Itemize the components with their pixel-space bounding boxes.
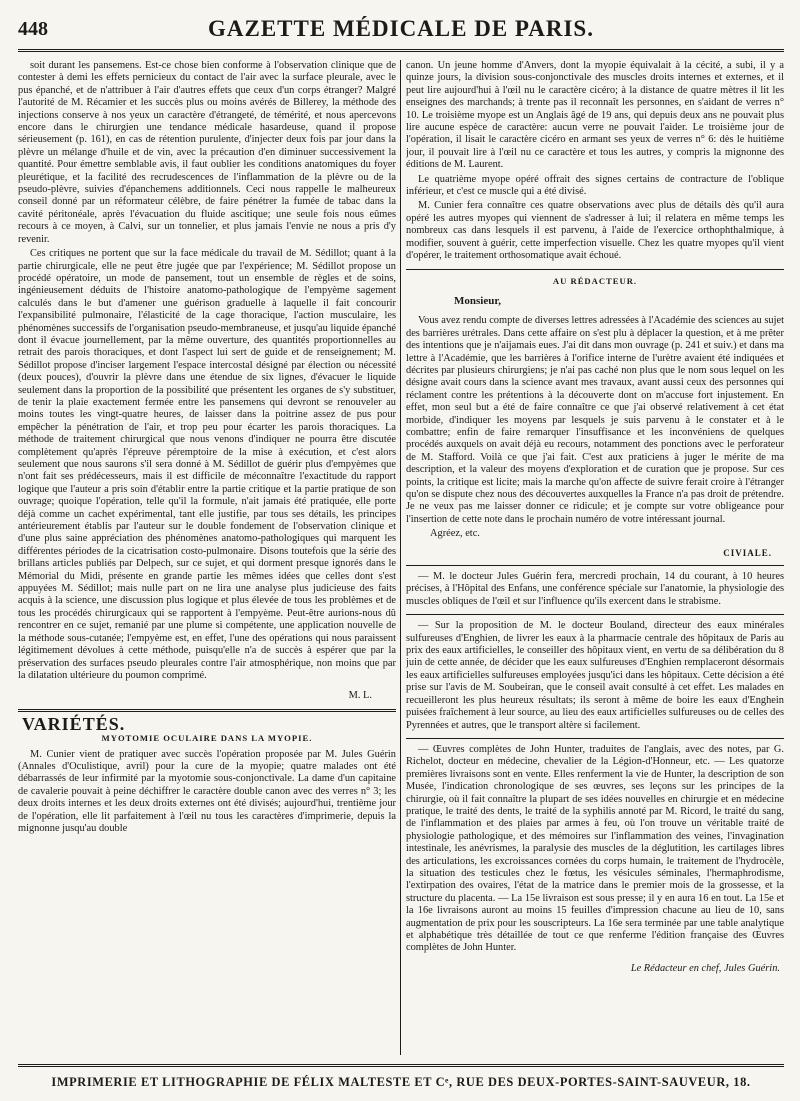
- article-paragraph: Ces critiques ne portent que sur la face médicale du travail de M. Sédillot; quant à la partie chirurgicale, elle ne peut être jugée que par l'expérience; M. Sédillot propose un procédé opératoire, un mode de pansement, tout un ensemble de règles et de soins, ingénieusement déduits de l'histoire anatomo-pathologique de l'empyème sagement calculés dans le but d'amener une guérison graduelle à laquelle il fait concourir l'expansibilité pulmonaire, l'élasticité de la cage thoracique, l'action musculaire, les phénomènes successifs de l'organisation pseudo-membraneuse, et jusqu'au liquide épanché dont il évacue journellement, par la même ouverture, des quantités proportionnelles au retrait des parois thoraciques, et dont l'aspect lui sert de guide et de renseignement; M. Sédillot propose d'inciser largement l'espace intercostal désigné par élection ou nécessité (deux pouces), d'ouvrir la plèvre dans une étendue de six lignes, d'évacuer le liquide seulement dans la proportion de la possibilité que présentent les organes de s'y substituer, de tenir la plaie exactement fermée entre les pansemens qui devront se renouveler au moins toutes les vingt-quatre heures, de laisser dans la poitrine assez de pus pour empêcher la pénétration de l'air, et trop peu pour écarter les parois thoraciques. La méthode de traitement chirurgical que nous venons d'indiquer ne pourra être discutée complètement qu'après l'épreuve péremptoire de la mise à exécution, et c'est alors seulement que nous saurons s'il sera donné à M. Sédillot de guérir plus d'empyèmes que n'ont fait ses prédécesseurs, mais il est difficile de méconnaître l'exactitude du rapport logique que l'auteur a pris soin d'établir entre la partie critique et la partie pratique de son ouvrage; quoique l'opération, telle qu'il la formule, n'ait jamais été pratiquée, elle porte déjà comme un cachet expérimental, tant elle justifie, par tous ses détails, les principes antérieurement établis par l'auteur sur le double fondement de l'observation clinique et d'une plus saine appréciation des phénomènes anatomo-pathologiques qui marquent les différentes périodes de la cicatrisation costo-pulmonaire. Disons toutefois que la série des brillans articles publiés par Delpech, sur ce sujet, et qui dorment presque ignorés dans le Mémorial du Midi, présente en grande partie les mêmes idées que celles dont s'est appuyées M. Sédillot; mais nulle part on ne lira une analyse plus judicieuse des faits acquis à la science, une discussion plus logique et plus élevée de tous les problèmes et de tous les procédés chirurgicaux qui se rapportent à l'empyème. Peut-être aurions-nous dû rencontrer en ce sujet, remanié par une plume si compétente, une application nouvelle de la méthode sous-cutanée; l'empyème est, en effet, l'une des opérations qui nous paraissent légitimement dévolues à cette méthode, puisqu'elle n'a de succès à espérer que par la préservation des surfaces pseudo pleurales contre l'air atmosphérique, non moins que par la dilatation ultérieure du poumon comprimé.: [18, 248, 396, 681]
- letter-paragraph: Vous avez rendu compte de diverses lettres adressées à l'Académie des sciences au sujet des barrières urétrales. Dans cette affaire on s'est plu à déplacer la question, et à me prêter des intentions que je n'aijamais eues. J'ai dit dans mon ouvrage (p. 241 et suiv.) et dans ma lettre à l'Académie, que les barrières à l'orifice interne de l'urètre avaient été indiquées et décrites par plusieurs chirurgiens; je n'ai pas caché non plus que le nom sous lequel on les désigne avait cours dans la science avant mes travaux, avant aussi ceux des personnes qui réclament contre les prétentions à la découverte dont on m'accuse fort injustement. En effet, mon seul but a été de faire connaître ce que j'ai observé relativement à cet état morbide, d'indiquer les moyens par lesquels je suis parvenu à le constater et à le combattre; enfin de faire remarquer l'insuffisance et les inconvéniens de quelques procédés auxquels on avait déjà eu recours, notamment des ponctions avec le perforateur de M. Stafford. Voilà ce que j'ai fait. C'est aux praticiens à juger le mérite de ma description, et la valeur des moyens d'exploration et de curation que je propose. Sur ces points, la critique est licite; mais la marche qu'on affecte de suivre ferait croire à l'étranger qu'on se dispute chez nous des découvertes auxquelles la France n'a pas droit de prétendre. Je ne veux pas me laisser donner ce ridicule; et je compte sur votre obligeance pour l'insertion de cette note dans le prochain numéro de votre intéressant journal.: [406, 315, 784, 525]
- section-divider: [406, 269, 784, 270]
- article-signature: M. L.: [348, 690, 372, 702]
- column-divider: [400, 60, 401, 1055]
- letter-salutation: Monsieur,: [454, 294, 501, 307]
- editor-line: Le Rédacteur en chef, Jules Guérin.: [630, 962, 780, 974]
- myotomie-paragraph: M. Cunier vient de pratiquer avec succès l'opération proposée par M. Jules Guérin (Annales d'Oculistique, avril) pour la cure de la myopie; quatre malades ont été débarrassés de leur infirmité par la myotomie sous-conjonctivale. La dame d'un capitaine de cavalerie pouvait à peine déchiffrer le caractère double canon avec des verres n° 3; les deux droits internes et les deux droits externes ont été divisés; aujourd'hui, trentième jour de l'opération, elle lit parfaitement à l'œil nu tous les caractères d'imprimerie, depuis la mignonne jusqu'au double: [18, 748, 396, 834]
- journal-title: GAZETTE MÉDICALE DE PARIS.: [208, 16, 594, 41]
- right-column: [406, 60, 784, 1048]
- page-header: [18, 12, 784, 52]
- newspaper-page: [18, 12, 784, 1092]
- article-paragraph: soit durant les pansemens. Est-ce chose bien conforme à l'observation clinique que de contester à demi les effets pernicieux du contact de l'air avec la surface pleurale, avec le pus épanché, et de n'attribuer à l'air d'autres effets que ceux d'un corps étranger? Malgré l'autorité de M. Récamier et les succès plus ou moins avérés de Billerey, la méthode des injections conserve à nos yeux un caractère d'étrangeté, de témérité, et nous apercevons encore dans le chirurgien une tendance médicale hasardeuse, quand il propose sérieusement (p. 161), en cas de rétention purulente, d'injecter deux fois par jour dans la plèvre un mélange d'huile et de vin, avec la précaution d'en diminuer successivement la quantité. Pour émettre semblable avis, il faut oublier les conditions anatomiques du foyer pleurétique, et la facilité des recrudescences de l'inflammation de la plèvre ou de la pseudo-plèvre, suivies d'épanchemens additionnels. Ceci nous rappelle le malheureux conseil donné par un réformateur célèbre, de faire pénétrer la fumée de tabac dans la cavité péritonéale, après l'évacuation du fluide ascitique; une seule fois nous eûmes recours à ce moyen, à Calvi, sur un tonnelier, et plus jamais l'envie ne nous a pris d'y revenir.: [18, 60, 396, 245]
- news-item: — Œuvres complètes de John Hunter, traduites de l'anglais, avec des notes, par G. Richelot, docteur en médecine, chevalier de la Légion-d'Honneur, etc. — Les quatorze premières livraisons sont en vente. Elles renferment la vie de Hunter, la description de son Musée, l'indication chronologique de ses œuvres, ses leçons sur les principes de la chirurgie, où il fait connaître la plupart de ses idées nouvelles en chirurgie et en médecine pratique, le traité des dents, le traité de la syphilis annoté par M. Ricord, le traité du sang, de l'inflammation et des plaies par armes à feu, où l'on trouve un véritable traité de physiologie pathologique, et des mémoires sur l'inflammation des veines, l'invagination intestinale, les anévrismes, la paralysie des muscles de la déglutition, les cartilages libres des articulations, les excroissances cornées du corps humain, le traitement de l'hydrocèle, la situation des testicules chez le fœtus, les vésicules séminales, l'hermaphrodisme, l'extirpation des ovaires, l'état de la matrice dans le premier mois de la grossesse, et la structure du placenta. — La 15e livraison est sous presse; il y en aura 16 en tout. La 15e et la 16e livraisons auront au moins 15 feuilles d'impression chacune au lieu de 10, sans augmentation de prix pour les souscripteurs. La 16e sera terminée par une table analytique et alphabétique très détaillée de tout ce que renferme l'édition française des Œuvres complètes de John Hunter.: [406, 743, 784, 954]
- section-divider: [406, 738, 784, 739]
- section-divider: [406, 614, 784, 615]
- varietes-heading: VARIÉTÉS.: [22, 713, 126, 734]
- left-column: [18, 60, 396, 1048]
- myotomie-continued: M. Cunier fera connaître ces quatre observations avec plus de détails dès qu'il aura opéré les autres myopes qui viennent de s'adresser à lui; il relatera en même temps les nombreux cas dans lesquels il est parvenu, à l'aide de l'exercice orthophthalmique, à modifier, souvent à guérir, cette imperfection visuelle. Chez les quatre myopes qu'il vient d'opérer, le traitement orthosomatique avait échoué.: [406, 200, 784, 262]
- myotomie-heading: MYOTOMIE OCULAIRE DANS LA MYOPIE.: [101, 733, 313, 744]
- section-divider: [18, 709, 396, 712]
- news-item: — Sur la proposition de M. le docteur Bouland, directeur des eaux minérales sulfureuses d'Enghien, de livrer les eaux à la pharmacie centrale des hôpitaux de Paris au prix des eaux artificielles, le conseiller des hôpitaux vient, en vertu de sa délibération du 8 juin de cette année, de décider que les eaux sulfureuses d'Enghien remplaceront désormais les eaux artificielles sulfureuses employées jusqu'ici dans les hôpitaux. Cette décision a été prise sur l'avis de M. Soubeiran, que le conseil avait consulté à cet effet. Les malades en recueilleront les plus heureux résultats; ils seront à même de boire les eaux d'Enghein puisées fraîchement à leur source, au lieu des eaux artificielles sulfureuses ou de celles des Pyrennées et autres, que le transport altère si facilement.: [406, 620, 784, 731]
- news-item: — M. le docteur Jules Guérin fera, mercredi prochain, 14 du courant, à 10 heures précises, à l'Hôpital des Enfans, une conférence spéciale sur l'anatomie, la physiologie des muscles obliques de l'œil et sur l'influence qu'ils exercent dans le strabisme.: [406, 571, 784, 607]
- page-number: 448: [18, 18, 48, 40]
- printer-imprint: IMPRIMERIE ET LITHOGRAPHIE DE FÉLIX MALTESTE ET Cᵉ, RUE DES DEUX-PORTES-SAINT-SAUVEUR, 18.: [18, 1064, 784, 1096]
- myotomie-continued: canon. Un jeune homme d'Anvers, dont la myopie équivalait à la cécité, a subi, il y a quinze jours, la division sous-conjonctivale des muscles droits internes et externes, et il peut lire aujourd'hui à l'œil nu le caractère cicéro; à la distance de quatre mètres il lit les enseignes des marchands; à trente pas il reconnaît les personnes, en s'aidant de verres n° 10. Le troisième myope est un Anglais âgé de 19 ans, qui depuis deux ans ne pouvait plus lire aucune espèce de caractère: aucun verre ne pouvait l'aider. Le troisième jour de l'opération, il lisait le caractère cicéro en armant ses yeux de verres n° 6: dès le huitième jour, il pouvait lire à l'œil nu ce caractère et tous les autres, y compris la mignonne des éditions de M. Laurent.: [406, 60, 784, 171]
- section-divider: [406, 565, 784, 566]
- myotomie-continued: Le quatrième myope opéré offrait des signes certains de contracture de l'oblique inférieur, et c'est ce muscle qui a été divisé.: [406, 173, 784, 198]
- redacteur-heading: AU RÉDACTEUR.: [552, 275, 638, 286]
- letter-closing: Agréez, etc.: [430, 528, 480, 540]
- letter-signature: CIVIALE.: [723, 547, 772, 558]
